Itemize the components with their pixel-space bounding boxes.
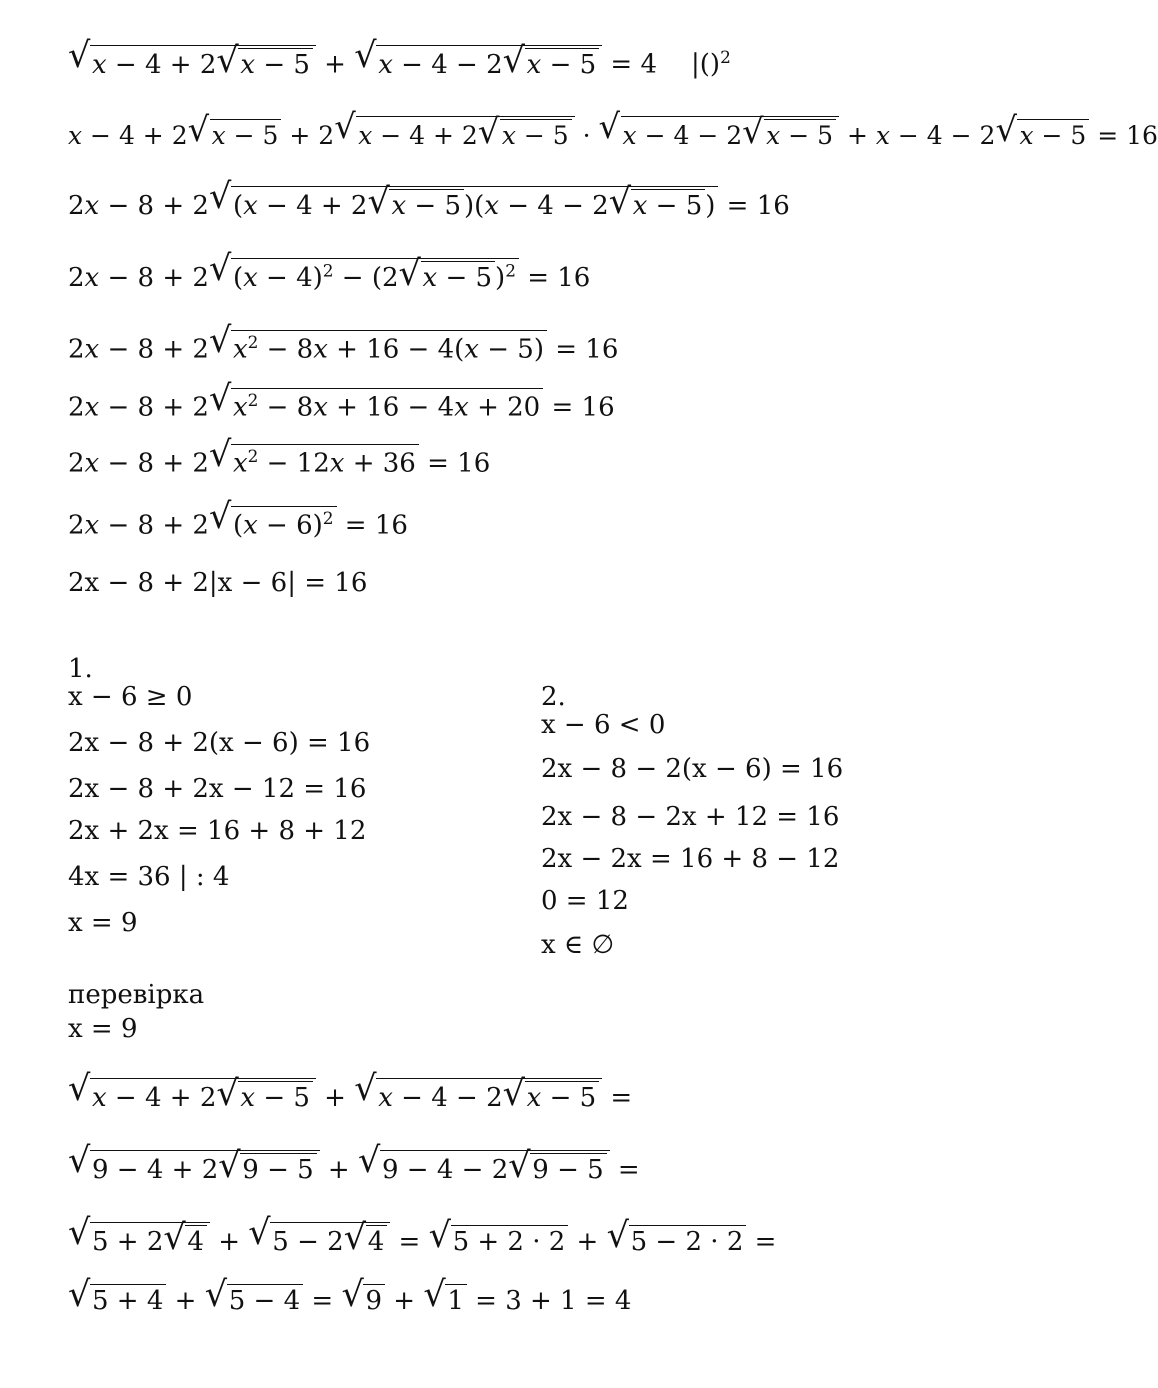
- check-value: x = 9: [68, 1014, 138, 1044]
- derivation-line-6: 2x − 8 + 2√ $x^2 - 8x + 16 - 4x + 20 = 16$: [68, 388, 615, 425]
- case2-step: 2x − 8 − 2(x − 6) = 16: [541, 754, 844, 784]
- case2-step: 2x − 2x = 16 + 8 − 12: [541, 844, 840, 874]
- derivation-line-7: 2x − 8 + 2√ $x^2 - 12x + 36 = 16$: [68, 444, 490, 481]
- check-line-3: √ 5 + 2√ 4 + √ 5 − 2√ 4 = √ 5 + 2 · 2 + √ 5 − 2 · 2 =: [68, 1222, 776, 1259]
- case1-step: 2x − 8 + 2x − 12 = 16: [68, 774, 367, 804]
- case1-step: 2x + 2x = 16 + 8 + 12: [68, 816, 367, 846]
- case1-result: x = 9: [68, 908, 138, 938]
- case1-step: 2x − 8 + 2(x − 6) = 16: [68, 728, 371, 758]
- derivation-line-1: √ x − 4 + 2√ x − 5 + √ x − 4 − 2√ x − 5 = 4 |()$^2$: [68, 40, 731, 82]
- case2-step: 2x − 8 − 2x + 12 = 16: [541, 802, 840, 832]
- check-line-2: √ 9 − 4 + 2√ 9 − 5 + √ 9 − 4 − 2√ 9 − 5 =: [68, 1150, 640, 1187]
- derivation-line-2: x − 4 + 2√ x − 5 + 2√ x − 4 + 2√ x − 5 · √ x − 4 − 2√ x − 5 + x − 4 − 2√ x − 5 = 16: [68, 116, 1158, 153]
- derivation-line-8: 2x − 8 + 2√ $(x - 6)^2 = 16$: [68, 506, 408, 543]
- derivation-line-4: 2x − 8 + 2√ $(x - 4)^2 - (2√$ x − 5 )$^2$ = 16: [68, 258, 590, 295]
- check-line-1: √ x − 4 + 2√ x − 5 + √ x − 4 − 2√ x − 5 =: [68, 1078, 632, 1115]
- check-line-4: √ 5 + 4 + √ 5 − 4 = √ 9 + √ 1 = 3 + 1 = 4: [68, 1284, 631, 1318]
- check-label: перевірка: [68, 980, 205, 1010]
- derivation-line-9: 2x − 8 + 2|x − 6| = 16: [68, 568, 368, 598]
- derivation-line-3: 2x − 8 + 2√ (x − 4 + 2√ x − 5 )(x − 4 − 2√ x − 5 ) = 16: [68, 186, 790, 223]
- case1-condition: x − 6 ≥ 0: [68, 682, 193, 712]
- derivation-line-5: 2x − 8 + 2√ $x^2 - 8x + 16 - 4(x - 5) = 16$: [68, 330, 618, 367]
- case2-label: 2.: [541, 682, 566, 712]
- case2-condition: x − 6 < 0: [541, 710, 666, 740]
- case2-result: x ∈ ∅: [541, 930, 615, 960]
- case2-step: 0 = 12: [541, 886, 629, 916]
- case1-step: 4x = 36 | : 4: [68, 862, 230, 892]
- case1-label: 1.: [68, 654, 93, 684]
